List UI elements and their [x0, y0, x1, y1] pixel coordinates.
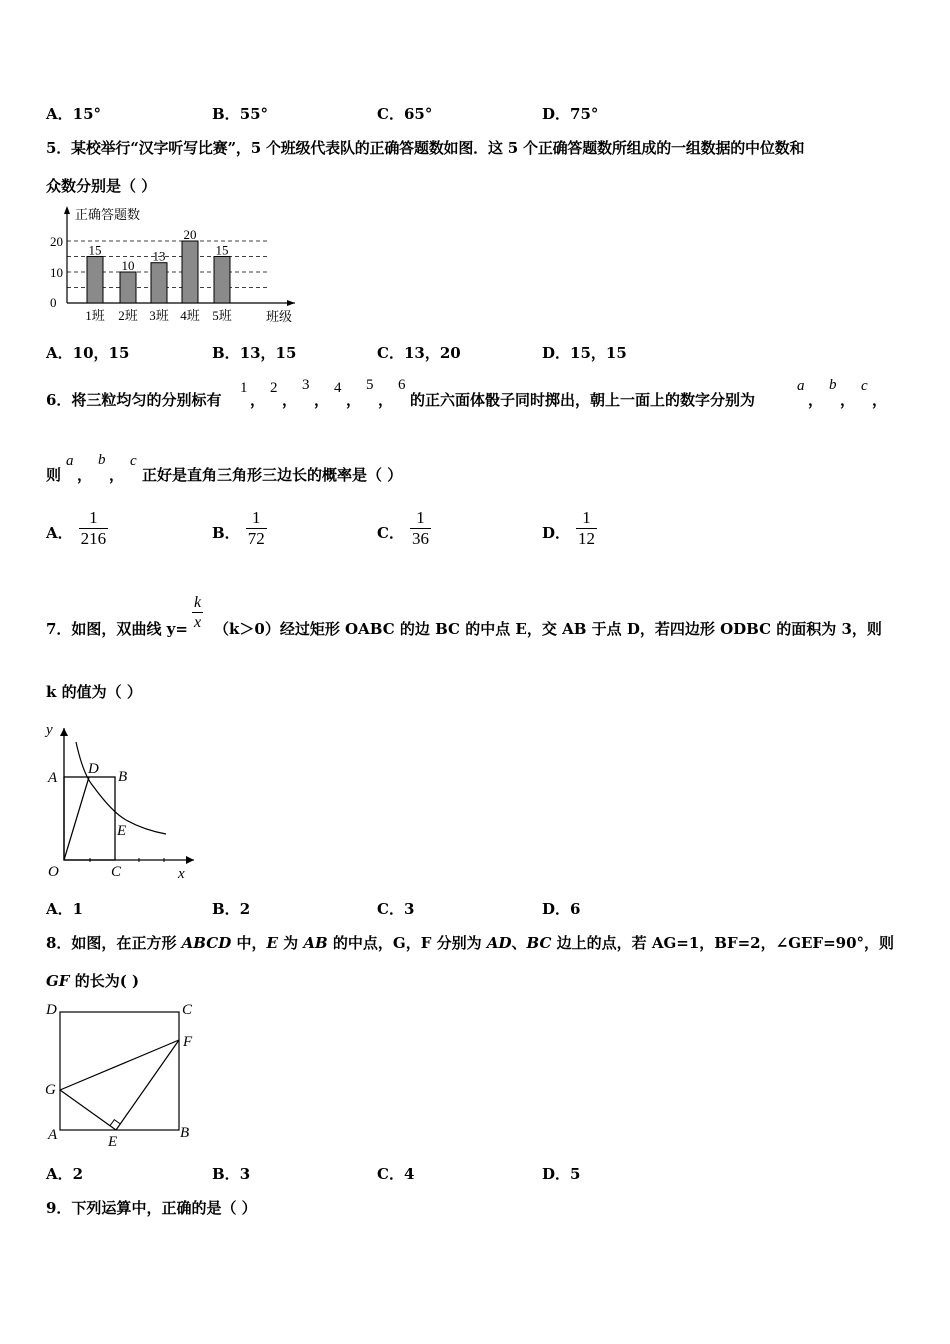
q7-option-c: C．3 — [377, 900, 415, 918]
q7-stem-line2: k 的值为（ ） — [46, 683, 142, 701]
q5-option-d: D．15，15 — [542, 344, 627, 362]
chart-category-label: 5班 — [212, 308, 232, 323]
q7-segment-od — [64, 777, 89, 860]
chart-data-label: 15 — [215, 242, 229, 258]
q5-stem-line2: 众数分别是（ ） — [46, 177, 157, 195]
chart-data-label: 15 — [88, 242, 102, 258]
q6-number-4: 4 — [334, 380, 342, 396]
q8-stem-line2: GF 的长为( ) — [46, 972, 140, 990]
chart-data-label: 10 — [121, 258, 135, 273]
q8-figure — [40, 996, 210, 1152]
q6-sep-6: ， — [808, 391, 824, 409]
q8-label-b: B — [180, 1125, 190, 1141]
q5-option-c: C．13，20 — [377, 344, 461, 362]
q5-bar-chart — [40, 200, 310, 330]
q6-number-6: 6 — [398, 377, 406, 393]
q6-line2-var-a: a — [66, 453, 74, 469]
chart-bar — [120, 272, 136, 303]
chart-category-label: 4班 — [180, 308, 200, 323]
chart-bar — [151, 263, 167, 303]
q6-sep-2: ， — [282, 391, 298, 409]
q7-label-y: y — [46, 722, 53, 738]
q7-figure — [40, 712, 210, 884]
q7-label-o: O — [48, 864, 59, 880]
q8-label-e: E — [108, 1134, 118, 1150]
q6-sep-1: ， — [250, 391, 266, 409]
q7-y-arrow — [60, 728, 68, 736]
q6-line2-suffix: 正好是直角三角形三边长的概率是（ ） — [142, 466, 403, 484]
q6-line2-sep-1: ， — [77, 466, 93, 484]
chart-bar — [214, 257, 230, 304]
q6-line2-prefix: 则 — [46, 466, 62, 484]
q7-stem-suffix: （k＞0）经过矩形 OABC 的边 BC 的中点 E，交 AB 于点 D，若四边形 ODBC 的面积为 3，则 — [214, 620, 882, 638]
q6-sep-3: ， — [314, 391, 330, 409]
q4-option-d: D．75° — [542, 105, 599, 123]
chart-y-tick-label: 20 — [50, 234, 63, 249]
q4-option-b: B．55° — [212, 105, 269, 123]
q6-stem-mid: 的正六面体骰子同时掷出，朝上一面上的数字分别为 — [410, 391, 756, 409]
chart-y-label: 正确答题数 — [75, 207, 141, 222]
q8-option-d: D．5 — [542, 1165, 581, 1183]
q7-label-d: D — [88, 761, 99, 777]
q4-option-c: C．65° — [377, 105, 433, 123]
q6-sep-8: ， — [872, 391, 888, 409]
chart-bar — [87, 257, 103, 304]
q5-option-a: A．10，15 — [46, 344, 130, 362]
q8-stem-line1: 8．如图，在正方形 ABCD 中，E 为 AB 的中点，G，F 分别为 AD、BC 边上的点，若 AG=1，BF=2，∠GEF=90°，则 — [46, 934, 895, 952]
q7-option-d: D．6 — [542, 900, 581, 918]
q7-label-x: x — [178, 866, 185, 882]
q5-option-b: B．13，15 — [212, 344, 297, 362]
chart-x-arrow — [287, 300, 295, 306]
q8-option-b: B．3 — [212, 1165, 251, 1183]
q7-x-arrow — [186, 856, 194, 864]
q6-number-2: 2 — [270, 380, 278, 396]
chart-bar — [182, 241, 198, 303]
q6-option-b: B． $\frac{1}{72}$ — [212, 508, 265, 549]
q8-label-d: D — [46, 1002, 57, 1018]
q5-stem-line1: 5．某校举行“汉字听写比赛”，5 个班级代表队的正确答题数如图．这 5 个正确答题数所组成的一组数据的中位数和 — [46, 139, 805, 157]
q6-number-3: 3 — [302, 377, 310, 393]
q6-var-a: a — [797, 378, 805, 394]
chart-category-label: 3班 — [149, 308, 169, 323]
chart-data-label: 13 — [152, 248, 166, 264]
q6-number-5: 5 — [366, 377, 374, 393]
q6-var-c: c — [861, 378, 868, 394]
q8-label-c: C — [182, 1002, 193, 1018]
chart-y-tick-label: 10 — [50, 265, 63, 280]
q7-stem-prefix: 7．如图，双曲线 y= — [46, 620, 188, 638]
chart-y-arrow — [64, 206, 70, 214]
q8-label-g: G — [45, 1082, 56, 1098]
q6-sep-5: ， — [378, 391, 394, 409]
q7-fraction: $\frac{k}{x}$ — [194, 594, 202, 632]
chart-category-label: 2班 — [118, 308, 138, 323]
q6-option-c: C． $\frac{1}{36}$ — [377, 508, 429, 549]
q8-label-a: A — [48, 1127, 58, 1143]
q7-rectangle-oabc — [64, 777, 115, 860]
chart-y-tick-label: 0 — [50, 295, 57, 310]
q7-option-b: B．2 — [212, 900, 251, 918]
chart-x-label: 班级 — [265, 309, 293, 324]
q8-option-c: C．4 — [377, 1165, 415, 1183]
q8-option-a: A．2 — [46, 1165, 84, 1183]
q7-label-c: C — [111, 864, 122, 880]
q6-option-a: A． $\frac{1}{216}$ — [46, 508, 107, 549]
chart-category-label: 1班 — [85, 308, 105, 323]
q6-option-d: D． $\frac{1}{12}$ — [542, 508, 596, 549]
q6-line2-var-c: c — [130, 453, 137, 469]
q9-stem-line1: 9．下列运算中，正确的是（ ） — [46, 1199, 257, 1217]
q6-line2-var-b: b — [98, 452, 106, 468]
q6-var-b: b — [829, 377, 837, 393]
q4-option-a: A．15° — [46, 105, 102, 123]
q8-label-f: F — [183, 1034, 193, 1050]
chart-data-label: 20 — [183, 227, 197, 242]
q8-segment-ge — [60, 1090, 116, 1130]
q6-stem-prefix: 6．将三粒均匀的分别标有 — [46, 391, 222, 409]
q7-label-a: A — [48, 770, 58, 786]
q8-right-angle-mark — [110, 1120, 120, 1126]
q6-sep-7: ， — [840, 391, 856, 409]
q6-sep-4: ， — [346, 391, 362, 409]
q8-square-abcd — [60, 1012, 179, 1130]
q7-label-b: B — [118, 769, 128, 785]
q6-number-1: 1 — [240, 380, 248, 396]
q6-line2-sep-2: ， — [109, 466, 125, 484]
q7-label-e: E — [117, 823, 127, 839]
q7-hyperbola-curve — [76, 742, 166, 834]
q7-option-a: A．1 — [46, 900, 84, 918]
